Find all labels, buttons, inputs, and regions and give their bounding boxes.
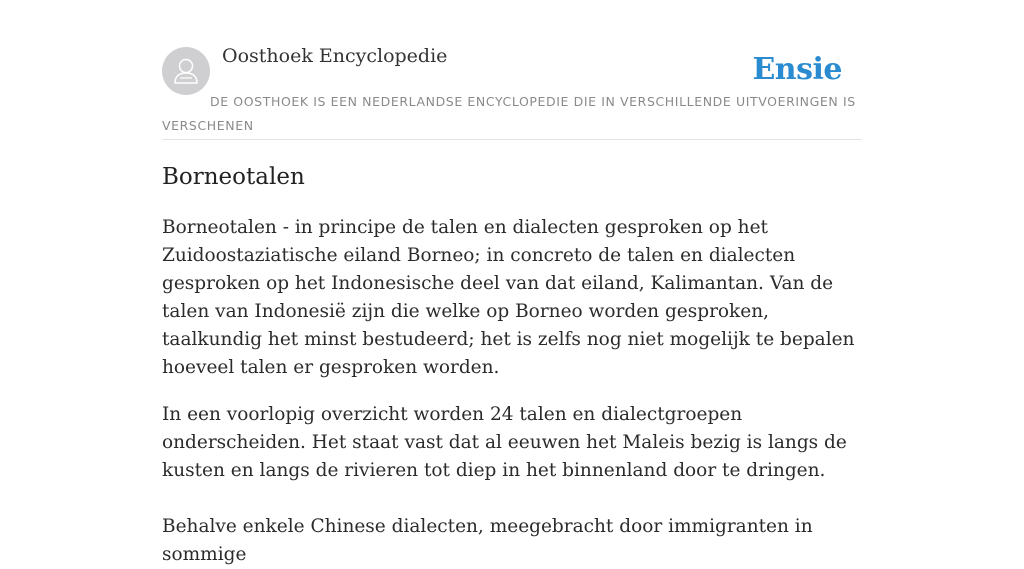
user-avatar-icon[interactable] [162,47,210,95]
brand-logo[interactable]: Ensie [752,52,842,87]
article-paragraph-2: In een voorlopig overzicht worden 24 talen en dialectgroepen onderscheiden. Het staat vast dat al eeuwen het Maleis bezig is langs de kusten en langs de rivieren tot diep in het binnenland door te dringen. [162,404,847,481]
article-title: Borneotalen [162,164,305,190]
content-container [162,0,862,569]
article-paragraph-1: Borneotalen - in principe de talen en dialecten gesproken op het Zuidoostaziatische eiland Borneo; in concreto de talen en dialecten gesproken op het Indonesische deel van dat eiland, Kalimantan. Van de talen van Indonesië zijn die welke op Borneo worden gesproken, taalkundig het minst bestudeerd; het is zelfs nog niet mogelijk te bepalen hoeveel talen er gesproken worden. [162,217,855,378]
author-name-link[interactable]: Oosthoek Encyclopedie [222,45,448,67]
article-paragraph-3: Behalve enkele Chinese dialecten, meegebracht door immigranten in sommige [162,516,813,565]
author-tagline: DE OOSTHOEK IS EEN NEDERLANDSE ENCYCLOPEDIE DIE IN VERSCHILLENDE UITVOERINGEN IS VERSCHENEN [162,94,856,133]
author-header [162,0,862,140]
